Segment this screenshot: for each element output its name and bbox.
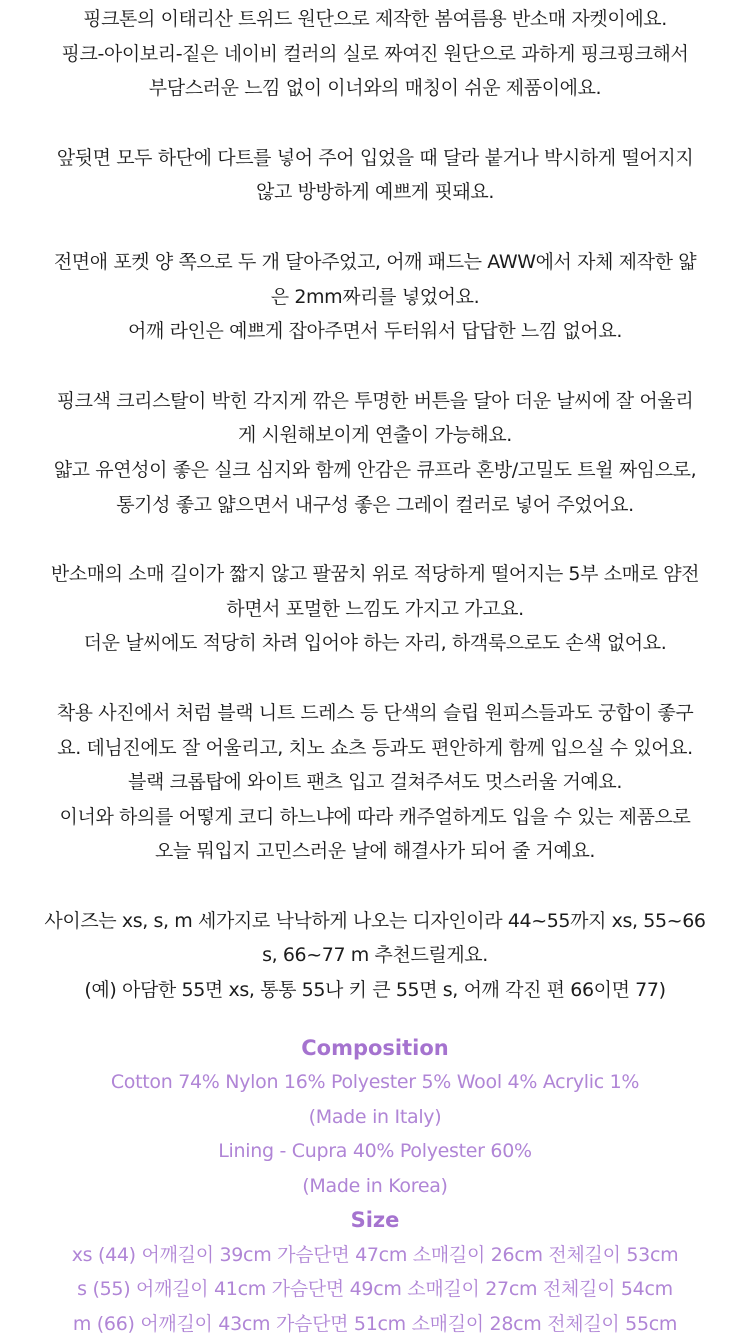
composition-fabric: Cotton 74% Nylon 16% Polyester 5% Wool 4% Acrylic 1%: [110, 1071, 640, 1094]
description-line: 핑크-아이보리-짙은 네이비 컬러의 실로 짜여진 원단으로 과하게 핑크핑크해서: [61, 42, 689, 65]
description-line: 블랙 크롭탑에 와이트 팬츠 입고 걸쳐주셔도 멋스러울 거예요.: [128, 771, 622, 794]
description-line: 부담스러운 느낌 없이 이너와의 매칭이 쉬운 제품이에요.: [148, 77, 602, 100]
description-line: 착용 사진에서 처럼 블랙 니트 드레스 등 단색의 슬립 원피스들과도 궁합이 좋구: [56, 701, 694, 724]
description-line: 앞뒷면 모두 하단에 다트를 넣어 주어 입었을 때 달라 붙거나 박시하게 떨어지지: [56, 146, 694, 169]
description-line: 핑크톤의 이태리산 트위드 원단으로 제작한 봄여름용 반소매 자켓이에요.: [83, 8, 667, 30]
composition-fabric-origin: (Made in Italy): [308, 1105, 442, 1128]
composition-lining-origin: (Made in Korea): [302, 1174, 448, 1197]
size-heading: Size: [350, 1208, 400, 1233]
description-line: 통기성 좋고 얇으면서 내구성 좋은 그레이 컬러로 넣어 주었어요.: [116, 493, 634, 516]
description-paragraph-fabric: [0, 2, 750, 106]
description-line: 이너와 하의를 어떻게 코디 하느냐에 따라 캐주얼하게도 입을 수 있는 제품으로: [59, 805, 691, 828]
description-line: 반소매의 소매 길이가 짧지 않고 팔꿈치 위로 적당하게 떨어지는 5부 소매로 얌전: [50, 563, 700, 586]
description-line: 않고 방방하게 예쁘게 핏돼요.: [255, 181, 494, 204]
composition-heading: Composition: [301, 1035, 449, 1060]
product-info-section: [0, 1031, 750, 1341]
description-paragraph-styling: [0, 696, 750, 869]
description-line: 핑크색 크리스탈이 박힌 각지게 깎은 투명한 버튼을 달아 더운 날씨에 잘 어울리: [56, 389, 694, 412]
description-line: 게 시원해보이게 연출이 가능해요.: [238, 424, 512, 447]
description-line: 사이즈는 xs, s, m 세가지로 낙낙하게 나오는 디자인이라 44~55까지 xs, 55~66: [44, 909, 706, 932]
description-line: 전면애 포켓 양 쪽으로 두 개 달아주었고, 어깨 패드는 AWW에서 자체 제작한 얇: [53, 250, 697, 273]
description-paragraph-sleeves: [0, 557, 750, 661]
description-line: 오늘 뭐입지 고민스러운 날에 해결사가 되어 줄 거예요.: [154, 840, 596, 863]
description-line: 은 2mm짜리를 넣었어요.: [270, 285, 480, 308]
description-paragraph-sizing: [0, 904, 750, 1008]
description-line: 하면서 포멀한 느낌도 가지고 가고요.: [226, 597, 524, 620]
size-row-s: s (55) 어깨길이 41cm 가슴단면 49cm 소매길이 27cm 전체길이 54cm: [77, 1278, 673, 1301]
description-line: 어깨 라인은 예쁘게 잡아주면서 두터워서 답답한 느낌 없어요.: [128, 320, 622, 343]
description-paragraph-pockets: [0, 245, 750, 349]
description-line: (예) 아담한 55면 xs, 통통 55나 키 큰 55면 s, 어깨 각진 편 66이면 77): [84, 979, 666, 1002]
description-line: 요. 데님진에도 잘 어울리고, 치노 쇼츠 등과도 편안하게 함께 입으실 수 있어요.: [57, 736, 693, 759]
description-paragraph-darts: [0, 141, 750, 210]
composition-lining: Lining - Cupra 40% Polyester 60%: [218, 1140, 532, 1163]
description-line: 더운 날씨에도 적당히 차려 입어야 하는 자리, 하객룩으로도 손색 없어요.: [83, 632, 667, 655]
size-row-m: m (66) 어깨길이 43cm 가슴단면 51cm 소매길이 28cm 전체길이 55cm: [72, 1312, 678, 1335]
description-line: s, 66~77 m 추천드릴게요.: [262, 944, 488, 967]
description-paragraph-buttons: [0, 384, 750, 522]
size-row-xs: xs (44) 어깨길이 39cm 가슴단면 47cm 소매길이 26cm 전체길이 53cm: [71, 1243, 679, 1266]
description-line: 얇고 유연성이 좋은 실크 심지와 함께 안감은 큐프라 혼방/고밀도 트윌 짜임으로,: [53, 458, 697, 481]
